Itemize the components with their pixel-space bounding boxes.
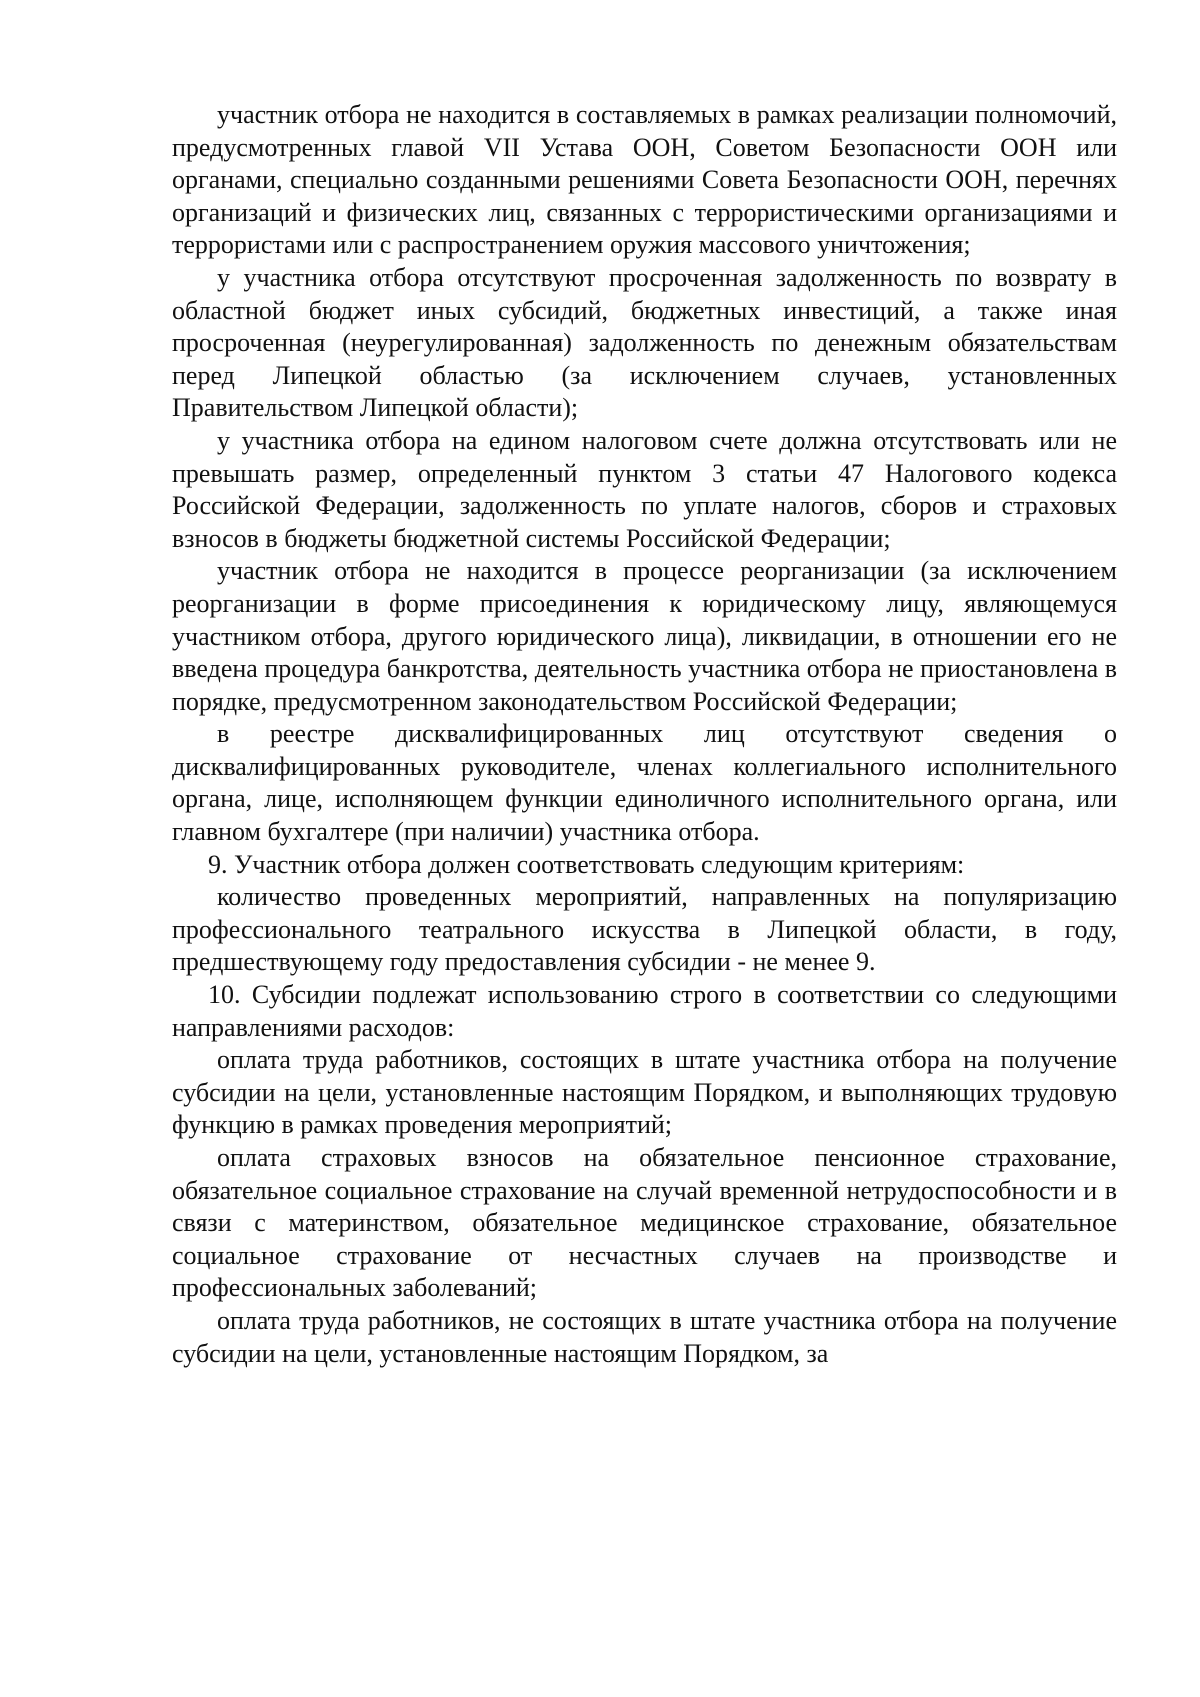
paragraph-un-lists: участник отбора не находится в составляемых в рамках реализации полномочий, предусмотренных главой VII Устава ООН, Советом Безопасности ООН или органами, специально созданными решениями Совета Безопасности ООН, перечнях организаций и физических лиц, связанных с террористическими организациями и террористами или с распространением оружия массового уничтожения;	[172, 100, 1117, 260]
paragraph-staff-wages: оплата труда работников, состоящих в штате участника отбора на получение субсидии на цели, установленные настоящим Порядком, и выполняющих трудовую функцию в рамках проведения мероприятий;	[172, 1045, 1117, 1140]
paragraph-item-10: 10. Субсидии подлежат использованию строго в соответствии со следующими направлениями расходов:	[172, 980, 1117, 1042]
paragraph-item-9: 9. Участник отбора должен соответствовать следующим критериям:	[208, 849, 965, 879]
paragraph-nonstaff-wages: оплата труда работников, не состоящих в штате участника отбора на получение субсидии на цели, установленные настоящим Порядком, за	[172, 1305, 1117, 1368]
paragraph-reorganization: участник отбора не находится в процессе реорганизации (за исключением реорганизации в форме присоединения к юридическому лицу, являющемуся участником отбора, другого юридического лица), ликвидации, в отношении его не введена процедура банкротства, деятельность участника отбора не приостановлена в порядке, предусмотренном законодательством Российской Федерации;	[172, 556, 1117, 716]
paragraph-criteria: количество проведенных мероприятий, направленных на популяризацию профессионального театрального искусства в Липецкой области, в году, предшествующему году предоставления субсидии - не менее 9.	[172, 882, 1117, 977]
document-text	[172, 99, 1117, 1370]
paragraph-overdue-debt: у участника отбора отсутствуют просроченная задолженность по возврату в областной бюджет иных субсидий, бюджетных инвестиций, а также иная просроченная (неурегулированная) задолженность по денежным обязательствам перед Липецкой областью (за исключением случаев, установленных Правительством Липецкой области);	[172, 262, 1117, 423]
paragraph-disqualified-persons: в реестре дисквалифицированных лиц отсутствуют сведения о дисквалифицированных руководителе, членах коллегиального исполнительного органа, лице, исполняющем функции единоличного исполнительного органа, или главном бухгалтере (при наличии) участника отбора.	[172, 719, 1117, 847]
paragraph-insurance: оплата страховых взносов на обязательное пенсионное страхование, обязательное социальное страхование на случай временной нетрудоспособности и в связи с материнством, обязательное медицинское страхование, обязательное социальное страхование от несчастных случаев на производстве и профессиональных заболеваний;	[172, 1143, 1117, 1303]
paragraph-tax-debt: у участника отбора на едином налоговом счете должна отсутствовать или не превышать размер, определенный пунктом 3 статьи 47 Налогового кодекса Российской Федерации, задолженность по уплате налогов, сборов и страховых взносов в бюджеты бюджетной системы Российской Федерации;	[172, 425, 1117, 553]
